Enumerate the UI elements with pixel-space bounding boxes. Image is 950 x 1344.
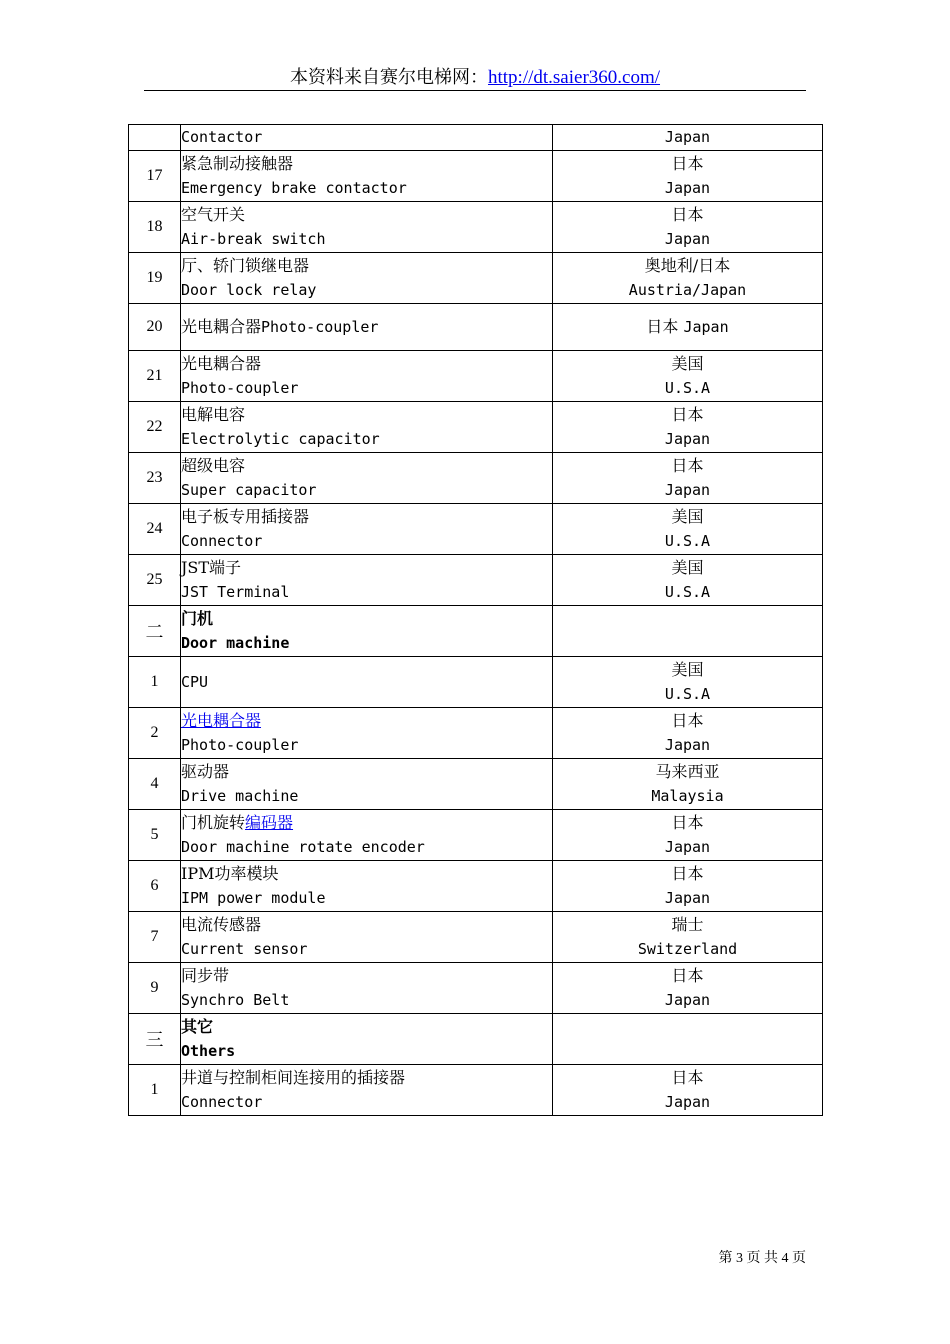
origin-en: Japan [664, 230, 711, 248]
item-cell [181, 912, 553, 963]
item-en: IPM power module [181, 889, 326, 907]
origin-cn: 日本 [671, 456, 704, 475]
page-header [144, 66, 806, 90]
item-en: Door lock relay [181, 281, 317, 299]
table-row [129, 861, 823, 912]
row-number: 1 [129, 1065, 181, 1116]
item-en: Door machine rotate encoder [181, 838, 425, 856]
item-cn: 电子板专用插接器 [181, 507, 310, 526]
origin-en: Japan [664, 991, 711, 1009]
table-row [129, 253, 823, 304]
origin-cell [553, 708, 823, 759]
item-cn: JST端子 [181, 558, 242, 577]
origin-cell [553, 861, 823, 912]
item-cn: 空气开关 [181, 205, 246, 224]
item-en: Connector [181, 1093, 263, 1111]
origin-cell [553, 504, 823, 555]
item-cn-line [181, 810, 552, 835]
section-title-en: Door machine [181, 634, 290, 652]
table-row [129, 759, 823, 810]
origin-cell [553, 1014, 823, 1065]
table-row [129, 1065, 823, 1116]
origin-cell [553, 202, 823, 253]
table-row [129, 708, 823, 759]
row-number: 25 [129, 555, 181, 606]
origin-cn: 日本 [671, 154, 704, 173]
page-number-footer: 第 3 页 共 4 页 [718, 1251, 806, 1266]
row-number: 9 [129, 963, 181, 1014]
origin-cn: 瑞士 [671, 915, 704, 934]
item-en: Air-break switch [181, 230, 326, 248]
origin-cn: 日本 [671, 205, 704, 224]
item-cell [181, 861, 553, 912]
origin-cell [553, 125, 823, 151]
section-title-cell [181, 606, 553, 657]
row-number: 6 [129, 861, 181, 912]
origin-cell [553, 657, 823, 708]
item-en: Photo-coupler [181, 379, 299, 397]
origin-en: Japan [664, 736, 711, 754]
header-prefix: 本资料来自赛尔电梯网： [289, 67, 488, 88]
item-cell [181, 504, 553, 555]
item-cn: 井道与控制柜间连接用的插接器 [181, 1068, 406, 1087]
item-cn-link[interactable]: 编码器 [245, 813, 294, 832]
item-cell [181, 304, 553, 351]
item-cell [181, 963, 553, 1014]
item-cell [181, 202, 553, 253]
item-en: Current sensor [181, 940, 308, 958]
table-row [129, 657, 823, 708]
origin-cn: 日本 [671, 405, 704, 424]
origin-cn: 美国 [671, 660, 704, 679]
origin-inline [553, 314, 822, 340]
row-number: 17 [129, 151, 181, 202]
origin-cn: 奥地利/日本 [644, 256, 731, 275]
origin-cell [553, 1065, 823, 1116]
item-cell [181, 810, 553, 861]
origin-cell [553, 555, 823, 606]
origin-en: Japan [664, 838, 711, 856]
section-title-cn: 门机 [181, 609, 214, 628]
item-cn: 同步带 [181, 966, 230, 985]
origin-en: Japan [664, 128, 711, 146]
section-row [129, 606, 823, 657]
origin-cell [553, 759, 823, 810]
origin-en: Switzerland [637, 940, 738, 958]
item-cn: IPM功率模块 [181, 864, 279, 883]
origin-en: Japan [664, 889, 711, 907]
table-row [129, 453, 823, 504]
item-en: Synchro Belt [181, 991, 290, 1009]
origin-cn: 日本 [646, 317, 679, 336]
item-en: Connector [181, 532, 263, 550]
origin-en: U.S.A [664, 583, 711, 601]
item-cell [181, 151, 553, 202]
origin-en: Japan [664, 481, 711, 499]
origin-cell [553, 304, 823, 351]
table-row [129, 125, 823, 151]
section-number: 三 [129, 1014, 181, 1065]
section-title-cell [181, 1014, 553, 1065]
table-row [129, 304, 823, 351]
origin-cell [553, 453, 823, 504]
table-row [129, 912, 823, 963]
header-rule [144, 90, 806, 91]
table-row [129, 202, 823, 253]
item-cn: 驱动器 [181, 762, 230, 781]
row-number: 24 [129, 504, 181, 555]
item-cell [181, 453, 553, 504]
row-number: 5 [129, 810, 181, 861]
origin-cell [553, 810, 823, 861]
item-cell [181, 759, 553, 810]
origin-en: Austria/Japan [628, 281, 747, 299]
item-cn: 光电耦合器 [181, 317, 262, 336]
item-cell [181, 555, 553, 606]
row-number: 22 [129, 402, 181, 453]
origin-cn: 日本 [671, 966, 704, 985]
item-en: Photo-coupler [181, 736, 299, 754]
parts-origin-table [128, 124, 823, 1116]
item-cell [181, 125, 553, 151]
origin-en: U.S.A [664, 532, 711, 550]
item-en: CPU [181, 672, 209, 691]
header-link[interactable]: http://dt.saier360.com/ [487, 67, 661, 88]
item-cn: 厅、轿门锁继电器 [181, 256, 310, 275]
origin-cell [553, 912, 823, 963]
item-en: Electrolytic capacitor [181, 430, 380, 448]
row-number: 19 [129, 253, 181, 304]
item-cell [181, 402, 553, 453]
item-en: Super capacitor [181, 481, 317, 499]
origin-cn: 美国 [671, 507, 704, 526]
row-number: 7 [129, 912, 181, 963]
item-cell [181, 351, 553, 402]
item-cell [181, 1065, 553, 1116]
row-number: 20 [129, 304, 181, 351]
item-cn: 光电耦合器 [181, 354, 262, 373]
row-number: 2 [129, 708, 181, 759]
table-row [129, 810, 823, 861]
origin-cn: 美国 [671, 558, 704, 577]
table-row [129, 351, 823, 402]
item-cell [181, 253, 553, 304]
item-cn: 紧急制动接触器 [181, 154, 294, 173]
origin-en: Japan [664, 430, 711, 448]
row-number [129, 125, 181, 151]
item-en: Contactor [181, 128, 263, 146]
table-row [129, 963, 823, 1014]
item-en: JST Terminal [181, 583, 290, 601]
row-number: 21 [129, 351, 181, 402]
origin-cell [553, 151, 823, 202]
section-row [129, 1014, 823, 1065]
origin-cn: 日本 [671, 813, 704, 832]
origin-en: Japan [664, 179, 711, 197]
origin-cell [553, 351, 823, 402]
origin-en: Malaysia [651, 787, 724, 805]
section-title-en: Others [181, 1042, 236, 1060]
section-number: 二 [129, 606, 181, 657]
origin-cell [553, 963, 823, 1014]
item-cn: 超级电容 [181, 456, 246, 475]
row-number: 23 [129, 453, 181, 504]
origin-cn: 日本 [671, 1068, 704, 1087]
origin-cn: 日本 [671, 711, 704, 730]
item-cell [181, 708, 553, 759]
origin-cell [553, 606, 823, 657]
table-row [129, 504, 823, 555]
origin-cn: 美国 [671, 354, 704, 373]
row-number: 18 [129, 202, 181, 253]
item-en: Emergency brake contactor [181, 179, 407, 197]
origin-cell [553, 402, 823, 453]
origin-cn: 日本 [671, 864, 704, 883]
origin-cell [553, 253, 823, 304]
row-number: 4 [129, 759, 181, 810]
table-row [129, 151, 823, 202]
origin-en: U.S.A [664, 379, 711, 397]
item-en: Photo-coupler [261, 318, 379, 336]
item-cn: 电解电容 [181, 405, 246, 424]
row-number: 1 [129, 657, 181, 708]
item-cn-link[interactable]: 光电耦合器 [181, 711, 262, 730]
origin-cn: 马来西亚 [655, 762, 720, 781]
section-title-cn: 其它 [181, 1017, 214, 1036]
item-inline [181, 314, 552, 340]
origin-en: Japan [683, 318, 729, 336]
item-cn-plain: 门机旋转 [181, 813, 246, 832]
item-cn: 电流传感器 [181, 915, 262, 934]
origin-en: Japan [664, 1093, 711, 1111]
origin-en: U.S.A [664, 685, 711, 703]
item-cell [181, 657, 553, 708]
item-cn-line [181, 708, 552, 733]
item-en: Drive machine [181, 787, 299, 805]
table-row [129, 555, 823, 606]
table-row [129, 402, 823, 453]
